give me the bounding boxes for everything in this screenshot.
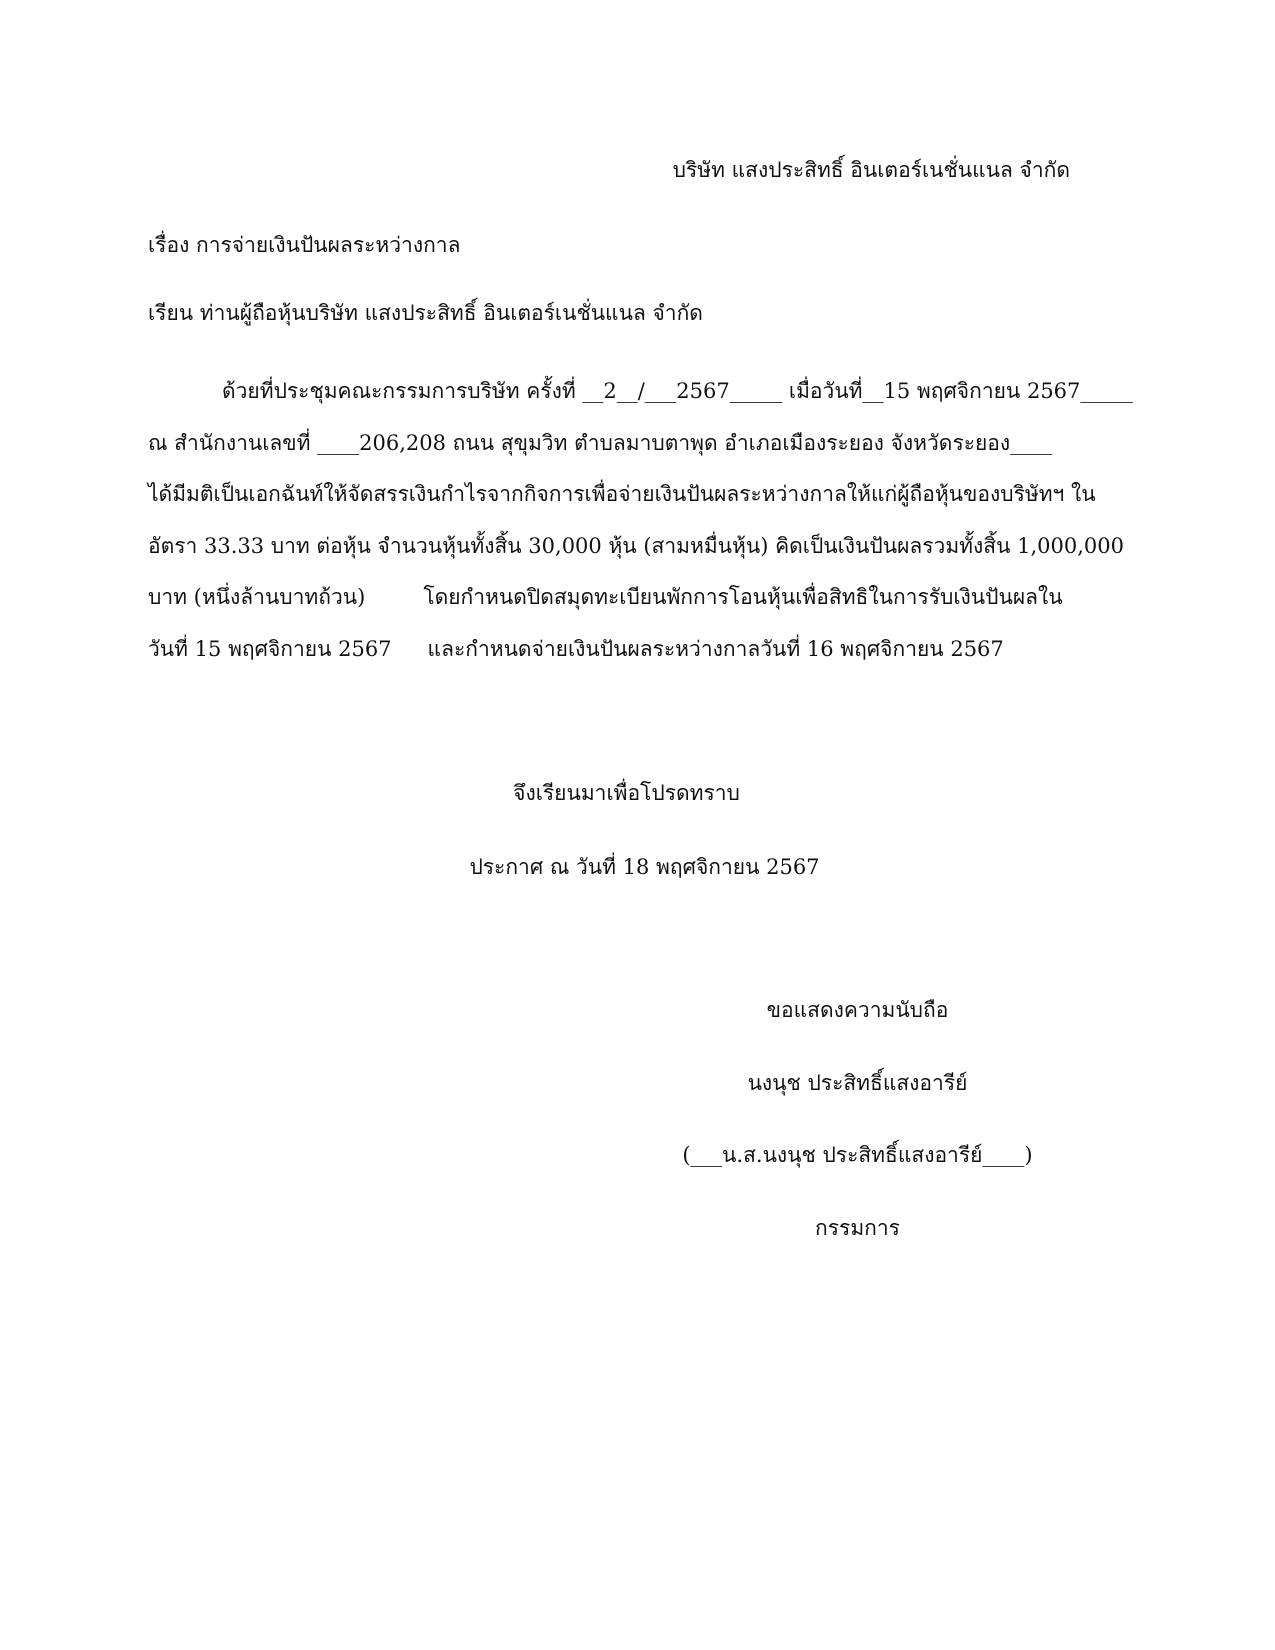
signature-signer [0, 1073, 1275, 1094]
announcement-text: ประกาศ ณ วันที่ 18 พฤศจิกายน 2567 [469, 855, 820, 879]
signer-position: กรรมการ [815, 1216, 900, 1240]
announcement-line [0, 857, 1275, 878]
body-line-4: อัตรา 33.33 บาท ต่อหุ้น จำนวนหุ้นทั้งสิ้น 30,000 หุ้น (สามหมื่นหุ้น) คิดเป็นเงินปันผลรวมทั้งสิ้น 1,000,000 [148, 534, 1125, 558]
body-line-5-part-a: บาท (หนึ่งล้านบาทถ้วน) [148, 585, 366, 609]
regards-text: ขอแสดงความนับถือ [766, 998, 949, 1022]
signature-regards [0, 1000, 1275, 1021]
body-line-5-part-b: โดยกำหนดปิดสมุดทะเบียนพักการโอนหุ้นเพื่อสิทธิในการรับเงินปันผลใน [423, 585, 1063, 609]
signature-position [0, 1218, 1275, 1239]
body-line-6 [148, 639, 1004, 660]
body-line-3: ได้มีมติเป็นเอกฉันท์ให้จัดสรรเงินกำไรจากกิจการเพื่อจ่ายเงินปันผลระหว่างกาลให้แก่ผู้ถือหุ้นของบริษัทฯ ใน [148, 482, 1096, 506]
body-line-6-part-a: วันที่ 15 พฤศจิกายน 2567 [148, 637, 392, 661]
signature-full-name [0, 1145, 1275, 1166]
letter-subject: เรื่อง การจ่ายเงินปันผลระหว่างกาล [148, 233, 461, 257]
closing-line [0, 783, 1275, 804]
letter-salutation: เรียน ท่านผู้ถือหุ้นบริษัท แสงประสิทธิ์ อินเตอร์เนชั่นแนล จำกัด [148, 301, 703, 325]
body-line-6-part-b: และกำหนดจ่ายเงินปันผลระหว่างกาลวันที่ 16 พฤศจิกายน 2567 [427, 637, 1004, 661]
closing-text: จึงเรียนมาเพื่อโปรดทราบ [513, 781, 740, 805]
body-line-1: ด้วยที่ประชุมคณะกรรมการบริษัท ครั้งที่ __2__/___2567_____ เมื่อวันที่__15 พฤศจิกายน 2567_____ [222, 379, 1133, 403]
company-header: บริษัท แสงประสิทธิ์ อินเตอร์เนชั่นแนล จำกัด [672, 158, 1070, 182]
body-line-2: ณ สำนักงานเลขที่ ____206,208 ถนน สุขุมวิท ตำบลมาบตาพุด อำเภอเมืองระยอง จังหวัดระยอง____ [148, 431, 1053, 455]
body-line-5 [148, 587, 1063, 608]
signer-full-name: (___น.ส.นงนุช ประสิทธิ์แสงอารีย์____) [682, 1143, 1033, 1167]
signer-name: นงนุช ประสิทธิ์แสงอารีย์ [747, 1071, 968, 1095]
